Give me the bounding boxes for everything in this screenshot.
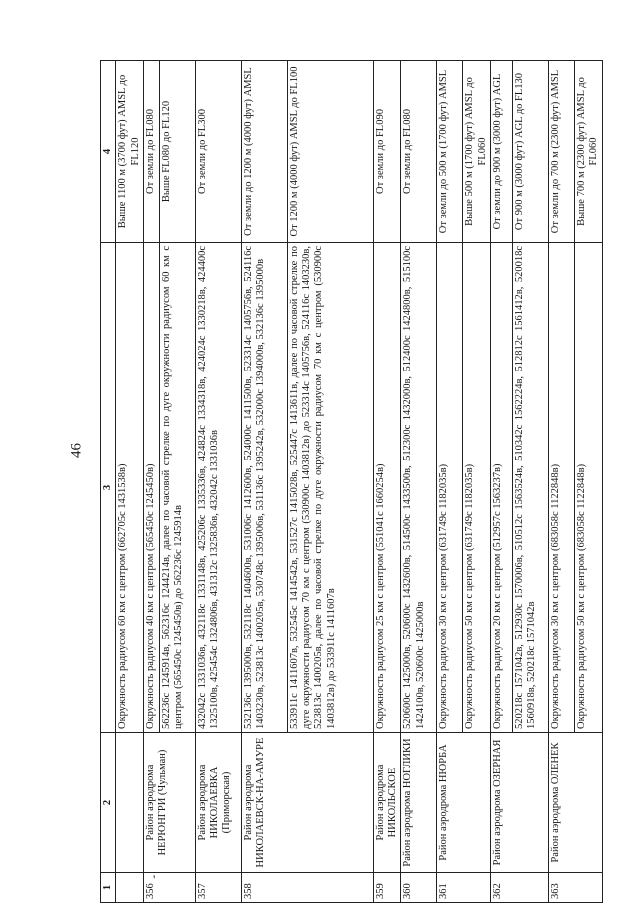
header-col-1: 1 <box>101 873 116 903</box>
table-row <box>548 61 574 903</box>
altitude-limits: От земли до FL090 <box>373 61 401 243</box>
aerodrome-area-name: Район аэродрома НЮРБА <box>437 733 491 873</box>
header-col-3: 3 <box>101 243 116 733</box>
rotated-table-container <box>100 61 600 903</box>
boundary-description: 562236с 1245914в, 562316с 1244214в, далее по часовой стрелке по дуге окружности радиусом 60 км с центром (565450с 1245450в) до 562236с 1245914в <box>159 243 195 733</box>
aerodrome-area-name: Район аэродрома ОЛЕНЕК <box>548 733 602 873</box>
row-number: 359 <box>373 873 401 903</box>
boundary-description: Окружность радиусом 25 км с центром (551041с 1660254в) <box>373 243 401 733</box>
boundary-description: 520218с 1571042в, 512930с 1570006в, 510512с 1563524в, 510342с 1562224в, 512812с 1561412в, 520018с 1560918в, 520218с 1571042в <box>512 243 548 733</box>
table-row <box>195 61 241 903</box>
aerodrome-area-name <box>116 733 144 873</box>
aerodrome-area-name: Район аэродрома НИКОЛЬСКОЕ <box>373 733 401 873</box>
header-col-2: 2 <box>101 733 116 873</box>
altitude-limits: От 900 м (3000 фут) AGL до FL130 <box>512 61 548 243</box>
header-row <box>101 61 116 903</box>
row-number: 362 <box>490 873 548 903</box>
altitude-limits: От земли до 500 м (1700 фут) AMSL <box>437 61 463 243</box>
altitude-limits: От земли до 1200 м (4000 фут) AMSL <box>241 61 287 243</box>
table-row <box>116 61 144 903</box>
altitude-limits: От земли до FL080 <box>143 61 159 243</box>
altitude-limits: От 1200 м (4000 фут) AMSL до FL100 <box>287 61 373 243</box>
airspace-table <box>100 60 603 903</box>
header-col-4: 4 <box>101 61 116 243</box>
row-number: 356 <box>143 873 195 903</box>
boundary-description: 520600с 1425000в, 520600с 1432600в, 514500с 1433500в, 512300с 1432000в, 512400с 1424800в, 515100с 1424100в, 520600с 1425000в <box>401 243 437 733</box>
altitude-limits: От земли до FL300 <box>195 61 241 243</box>
table-body <box>116 61 602 903</box>
altitude-limits: Выше 700 м (2300 фут) AMSL до FL060 <box>574 61 602 243</box>
stray-mark: ' <box>153 872 156 887</box>
page-number: 46 <box>68 443 85 458</box>
row-number: 363 <box>548 873 602 903</box>
altitude-limits: От земли до 700 м (2300 фут) AMSL <box>548 61 574 243</box>
aerodrome-area-name: Район аэродрома ОЗЕРНАЯ <box>490 733 548 873</box>
aerodrome-area-name: Район аэродрома НИКОЛАЕВКА (Приморская) <box>195 733 241 873</box>
boundary-description: 432042с 1331036в, 432118с 1331148в, 425206с 1335336в, 424824с 1334318в, 424024с 1330218в, 424400с 1325100в, 425454с 1324806в, 431312с 1325836в, 432042с 1331036в <box>195 243 241 733</box>
aerodrome-area-name: Район аэродрома НОГЛИКИ <box>401 733 437 873</box>
row-number: 360 <box>401 873 437 903</box>
altitude-limits: Выше 500 м (1700 фут) AMSL до FL060 <box>463 61 491 243</box>
boundary-description: Окружность радиусом 30 км с центром (631749с 1182035в) <box>437 243 463 733</box>
aerodrome-area-name: Район аэродрома НИКОЛАЕВСК-НА-АМУРЕ <box>241 733 373 873</box>
boundary-description: 532136с 1395000в, 532118с 1404600в, 531006с 1412600в, 524000с 1411500в, 523314с 1405756в, 524116с 1403230в, 523813с 1400205в, 530748с 1395006в, 531136с 1395242в, 532000с 1394000в, 532136с 1395000в <box>241 243 287 733</box>
table-row <box>401 61 437 903</box>
row-number: 358 <box>241 873 373 903</box>
altitude-limits: От земли до 900 м (3000 фут) AGL <box>490 61 512 243</box>
row-number: 357 <box>195 873 241 903</box>
table-row <box>241 61 287 903</box>
altitude-limits: Выше 1100 м (3700 фут) AMSL до FL120 <box>116 61 144 243</box>
table-row <box>437 61 463 903</box>
table-row <box>143 61 159 903</box>
table-row <box>373 61 401 903</box>
aerodrome-area-name: Район аэродрома НЕРЮНГРИ (Чульман) <box>143 733 195 873</box>
boundary-description: Окружность радиусом 60 км с центром (662705с 1431538в) <box>116 243 144 733</box>
boundary-description: Окружность радиусом 50 км с центром (683058с 1122848в) <box>574 243 602 733</box>
row-number <box>116 873 144 903</box>
boundary-description: Окружность радиусом 50 км с центром (631749с 1182035в) <box>463 243 491 733</box>
boundary-description: 533911с 1411607в, 532545с 1414542в, 531527с 1415028в, 525447с 1413611в, далее по часовой стрелке по дуге окружности радиусом 70 км с центром (530900с 1403812в) до 523314с 1405756в, 524116с 1403230в, 523813с 1400205в, далее по часовой стрелке по дуге окружности радиусом 70 км с центром (530900с 1403812в) до 533911с 1411607в <box>287 243 373 733</box>
row-number: 361 <box>437 873 491 903</box>
altitude-limits: Выше FL080 до FL120 <box>159 61 195 243</box>
altitude-limits: От земли до FL080 <box>401 61 437 243</box>
boundary-description: Окружность радиусом 30 км с центром (683058с 1122848в) <box>548 243 574 733</box>
boundary-description: Окружность радиусом 20 км с центром (512957с 1563237в) <box>490 243 512 733</box>
table-row <box>490 61 512 903</box>
boundary-description: Окружность радиусом 40 км с центром (565450с 1245450в) <box>143 243 159 733</box>
